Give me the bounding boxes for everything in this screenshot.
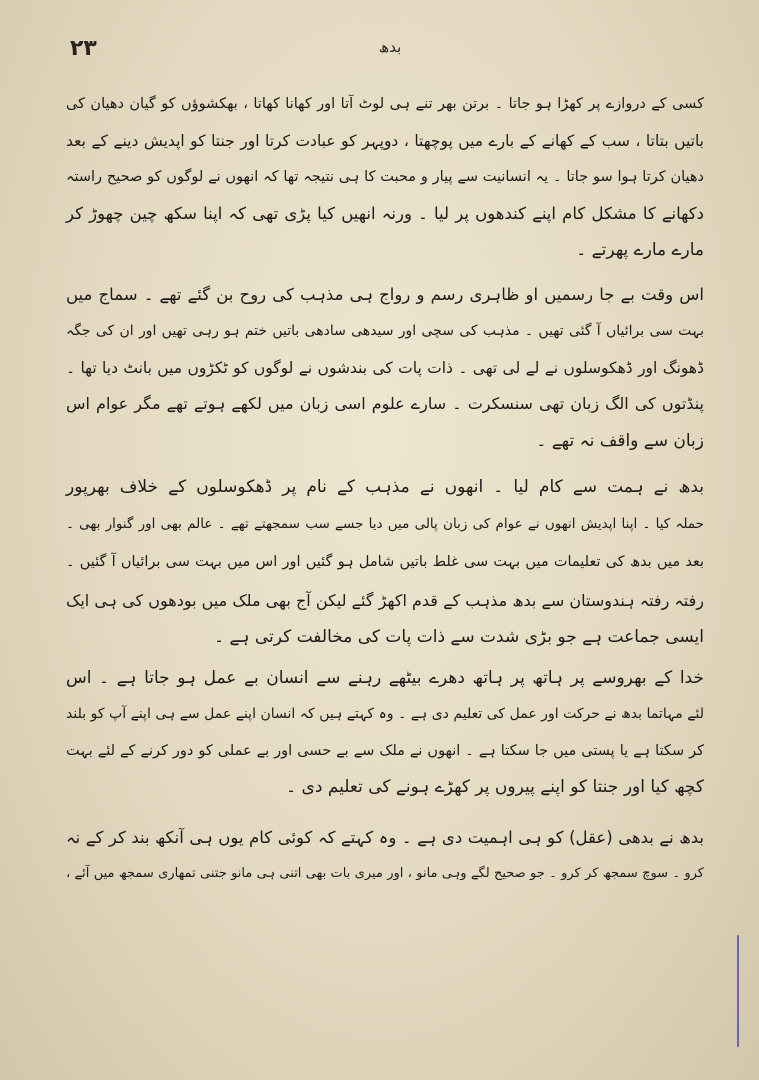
text-line: پنڈتوں کی الگ زبان تھی سنسکرت ۔ سارے علوم اسی زبان میں لکھے ہوتے تھے مگر عوام اس bbox=[66, 394, 704, 413]
text-line: ایسی جماعت ہے جو بڑی شدت سے ذات پات کی مخالفت کرتی ہے ۔ bbox=[214, 627, 704, 647]
text-line: لئے مہاتما بدھ نے حرکت اور عمل کی تعلیم دی ہے ۔ وہ کہتے ہیں کہ انسان اپنے عمل سے ہی اپنے آپ کو بلند bbox=[66, 706, 704, 722]
paragraph bbox=[66, 820, 704, 893]
text-line: بدھ نے بدھی (عقل) کو ہی اہمیت دی ہے ۔ وہ کہتے کہ کوئی کام یوں ہی آنکھ بند کر کے نہ bbox=[66, 827, 704, 847]
text-line: دھیان کرتا ہوا سو جاتا ۔ یہ انسانیت سے پیار و محبت کا ہی نتیجہ تھا کہ انھوں نے لوگوں کو صحیح راستہ bbox=[66, 169, 704, 185]
text-line: باتیں بتاتا ، سب کے کھانے کے بارے میں پوچھتا ، دوپہر کو عبادت کرتا اور جنتا کو اپدیش دینے کے بعد bbox=[66, 131, 704, 150]
text-line: دکھانے کا مشکل کام اپنے کندھوں پر لیا ۔ ورنہ انھیں کیا پڑی تھی کہ اپنا سکھ چین چھوڑ کر bbox=[66, 203, 704, 223]
body-text bbox=[66, 86, 704, 893]
running-head: بدھ bbox=[378, 38, 402, 56]
text-line: کر سکتا ہے یا پستی میں جا سکتا ہے ۔ انھوں نے ملک سے بے حسی اور بے عملی کو دور کرنے کے لئے بہت bbox=[66, 742, 704, 759]
text-line: رفتہ رفتہ ہندوستان سے بدھ مذہب کے قدم اکھڑ گئے لیکن آج بھی ملک میں بودھوں کی ہی ایک bbox=[66, 590, 704, 610]
paragraph bbox=[66, 583, 704, 656]
paragraph bbox=[66, 660, 704, 806]
page-number: ۲۳ bbox=[70, 36, 97, 61]
text-line: حملہ کیا ۔ اپنا اپدیش انھوں نے عوام کی زبان پالی میں دیا جسے سب سمجھتے تھے ۔ عالم بھی اور گنوار بھی ۔ bbox=[66, 515, 704, 532]
paragraph bbox=[66, 469, 704, 542]
text-line: کسی کے دروازے پر کھڑا ہو جاتا ۔ برتن بھر تنے ہی لوٹ آتا اور کھانا کھاتا ، بھکشوؤں کو گیان دھیان کی bbox=[66, 96, 704, 112]
text-line: بہت سی برائیاں آ گئی تھیں ۔ مذہب کی سچی اور سیدھی سادھی باتیں ختم ہو رہی تھیں اور ان کی جگہ bbox=[66, 323, 704, 339]
text-line: کرو ۔ سوچ سمجھ کر کرو ۔ جو صحیح لگے وہی مانو ، اور میری بات بھی اتنی ہی مانو جتنی تمھاری سمجھ میں آئے ، bbox=[66, 866, 704, 881]
text-line: کچھ کیا اور جنتا کو اپنے پیروں پر کھڑے ہونے کی تعلیم دی ۔ bbox=[286, 777, 704, 797]
text-line: اس وقت بے جا رسمیں او ظاہری رسم و رواج ہی مذہب کی روح بن گئے تھے ۔ سماج میں bbox=[66, 284, 704, 304]
margin-pen-mark bbox=[737, 935, 739, 1047]
text-line: زبان سے واقف نہ تھے ۔ bbox=[536, 430, 704, 451]
text-line: ڈھونگ اور ڈھکوسلوں نے لے لی تھی ۔ ذات پات کی بندشوں نے لوگوں کو ٹکڑوں میں بانٹ دیا تھا ۔ bbox=[66, 358, 704, 377]
paragraph bbox=[66, 544, 704, 581]
text-line: بعد میں بدھ کی تعلیمات میں بہت سی غلط باتیں شامل ہو گئیں اور اس میں بہت سی برائیاں آ گئیں ۔ bbox=[66, 554, 704, 570]
paragraph bbox=[66, 277, 704, 460]
paragraph bbox=[66, 86, 704, 269]
text-line: بدھ نے ہمت سے کام لیا ۔ انھوں نے مذہب کے نام پر ڈھکوسلوں کے خلاف بھرپور bbox=[66, 477, 704, 497]
text-line: مارے مارے پھرتے ۔ bbox=[576, 240, 704, 260]
text-line: خدا کے بھروسے پر ہاتھ پر ہاتھ دھرے بیٹھے رہنے سے انسان بے عمل ہو جاتا ہے ۔ اس bbox=[66, 667, 704, 688]
